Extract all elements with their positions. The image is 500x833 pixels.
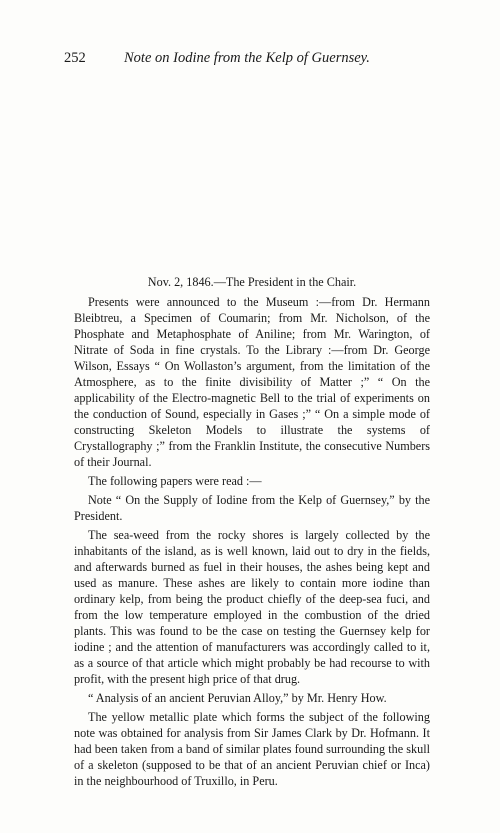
- article-body: [74, 274, 430, 789]
- note-title-paragraph: Note “ On the Supply of Iodine from the Kelp of Guernsey,” by the President.: [74, 493, 430, 523]
- seaweed-paragraph: The sea-weed from the rocky shores is largely collected by the inhabitants of the island, as is well known, laid out to dry in the fields, and afterwards burned as fuel in their houses, the ashes being kept and used as manure. These ashes are likely to contain more iodine than ordinary kelp, from being the product chiefly of the deep-sea fuci, and from the low temperature employed in the combustion of the dried plants. This was found to be the case on testing the Guernsey kelp for iodine ; and the attention of manufacturers was accordingly called to it, as a source of that article which might probably be had recourse to with profit, with the present high price of that drug.: [74, 528, 430, 686]
- papers-read-paragraph: The following papers were read :—: [88, 474, 262, 488]
- page-number: 252: [64, 50, 86, 66]
- meeting-heading: Nov. 2, 1846.—The President in the Chair.: [147, 275, 357, 289]
- presents-paragraph: Presents were announced to the Museum :—from Dr. Hermann Bleibtreu, a Specimen of Coumarin; from Mr. Nicholson, of the Phosphate and Metaphosphate of Aniline; from Mr. Warington, of Nitrate of Soda in fine crystals. To the Library :—from Dr. George Wilson, Essays “ On Wollaston’s argument, from the limitation of the Atmosphere, as to the finite divisibility of Matter ;” “ On the applicability of the Electro-magnetic Bell to the trial of experiments on the conduction of Sound, especially in Gases ;” “ On a simple mode of constructing Skeleton Models to illustrate the systems of Crystallography ;” from the Franklin Institute, the consecutive Numbers of their Journal.: [74, 295, 430, 469]
- metallic-plate-paragraph: The yellow metallic plate which forms the subject of the following note was obtained for analysis from Sir James Clark by Dr. Hofmann. It had been taken from a band of similar plates found surrounding the skull of a skeleton (supposed to be that of an ancient Peruvian chief or Inca) in the neighbourhood of Truxillo, in Peru.: [74, 710, 430, 788]
- running-title: Note on Iodine from the Kelp of Guernsey.: [124, 50, 370, 66]
- analysis-title-paragraph: “ Analysis of an ancient Peruvian Alloy,” by Mr. Henry How.: [88, 691, 387, 705]
